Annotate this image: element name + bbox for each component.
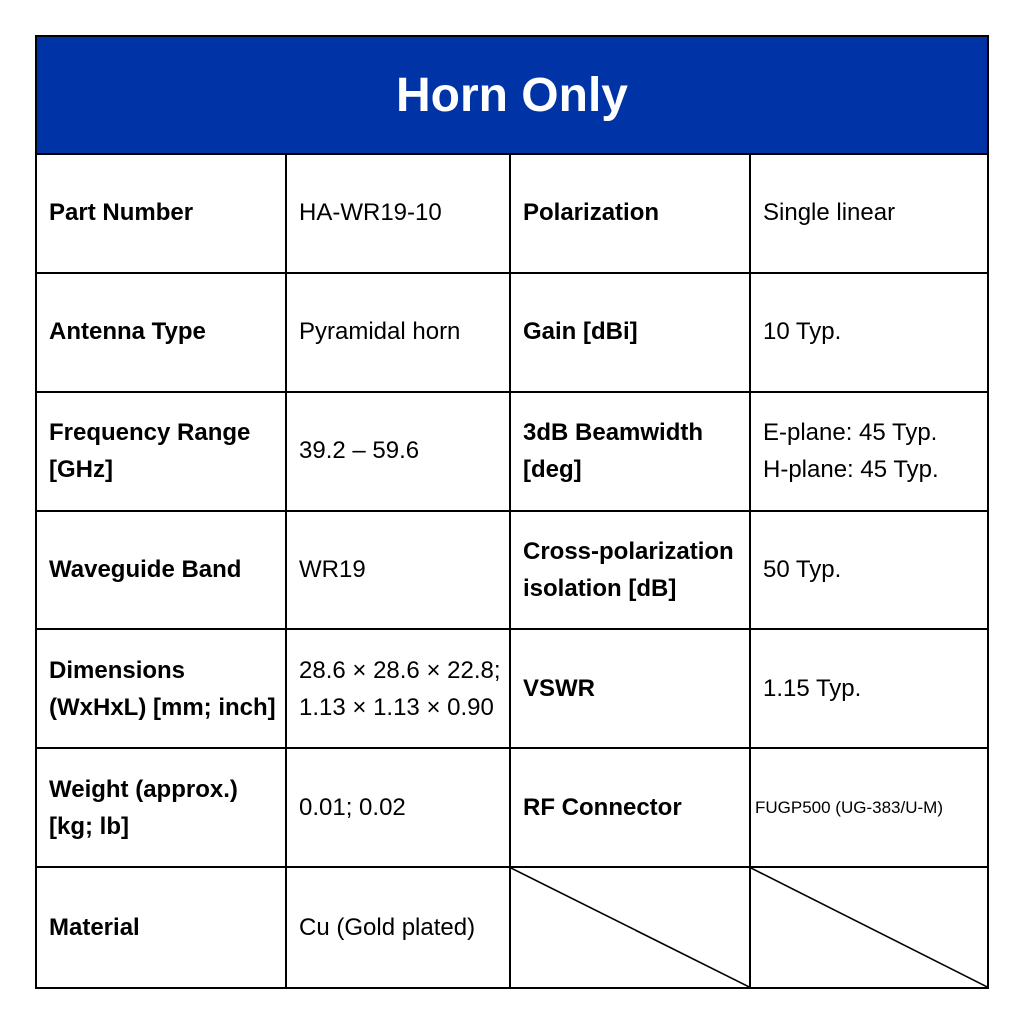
spec-label-text: RF Connector	[523, 793, 682, 821]
empty-cell	[511, 868, 751, 987]
table-title: Horn Only	[395, 68, 628, 122]
spec-value-lines	[763, 414, 939, 488]
spec-label-lines	[49, 771, 238, 845]
spec-label	[37, 512, 287, 631]
spec-label-text: Antenna Type	[49, 318, 206, 346]
spec-value	[751, 155, 987, 274]
spec-label-text: Part Number	[49, 199, 194, 227]
spec-value	[751, 393, 987, 512]
spec-value-text: 1.13 × 1.13 × 0.90	[299, 693, 494, 721]
spec-label	[37, 155, 287, 274]
spec-label	[511, 393, 751, 512]
spec-grid	[37, 155, 987, 987]
spec-value-text: H-plane: 45 Typ.	[763, 456, 939, 484]
spec-value-lines	[755, 795, 943, 821]
spec-label-text: [kg; lb]	[49, 812, 129, 840]
spec-label-lines	[49, 552, 241, 588]
spec-value-text: WR19	[299, 555, 366, 583]
spec-label-lines	[49, 195, 193, 231]
spec-label-text: Dimensions	[49, 656, 186, 684]
spec-value	[287, 512, 511, 631]
spec-value	[751, 512, 987, 631]
diagonal-slash	[751, 868, 987, 987]
spec-label-lines	[523, 195, 659, 231]
spec-label-text: Weight (approx.)	[49, 775, 238, 803]
spec-label	[511, 274, 751, 393]
spec-label-lines	[49, 910, 140, 946]
spec-value-lines	[299, 652, 501, 726]
spec-value	[287, 155, 511, 274]
spec-value-text: Pyramidal horn	[299, 318, 461, 346]
spec-value	[751, 630, 987, 749]
spec-table	[35, 35, 989, 989]
spec-label	[511, 512, 751, 631]
spec-label	[37, 749, 287, 868]
spec-label-lines	[49, 314, 206, 350]
spec-value-text: 10 Typ.	[763, 318, 842, 346]
spec-value-text: Single linear	[763, 199, 896, 227]
spec-label	[511, 630, 751, 749]
spec-value-lines	[299, 910, 475, 946]
spec-value-lines	[763, 552, 841, 588]
spec-label	[37, 630, 287, 749]
spec-label-lines	[523, 414, 703, 488]
spec-label-lines	[523, 671, 595, 707]
spec-label-text: isolation [dB]	[523, 574, 677, 602]
spec-value-text: FUGP500 (UG-383/U-M)	[755, 797, 943, 817]
spec-label	[511, 155, 751, 274]
title-bar	[37, 37, 987, 155]
spec-value-lines	[763, 314, 841, 350]
spec-label-text: VSWR	[523, 674, 595, 702]
spec-value	[287, 630, 511, 749]
spec-label-text: Polarization	[523, 199, 660, 227]
spec-value	[751, 274, 987, 393]
spec-value-text: 28.6 × 28.6 × 22.8;	[299, 656, 501, 684]
spec-label-text: Frequency Range	[49, 418, 251, 446]
spec-label-text: Material	[49, 913, 140, 941]
spec-value	[287, 274, 511, 393]
spec-label-lines	[49, 414, 250, 488]
spec-value-lines	[299, 790, 406, 826]
spec-value-lines	[763, 195, 895, 231]
spec-value-text: 1.15 Typ.	[763, 674, 862, 702]
spec-value-lines	[763, 671, 861, 707]
spec-label-lines	[49, 652, 276, 726]
spec-value-text: HA-WR19-10	[299, 199, 442, 227]
spec-label	[37, 274, 287, 393]
spec-value-lines	[299, 433, 419, 469]
spec-label	[37, 868, 287, 987]
spec-value-text: 0.01; 0.02	[299, 793, 406, 821]
spec-label-text: 3dB Beamwidth	[523, 418, 704, 446]
spec-label-text: Waveguide Band	[49, 555, 242, 583]
spec-value-lines	[299, 314, 460, 350]
spec-value	[751, 749, 987, 868]
diagonal-slash	[511, 868, 749, 987]
empty-cell	[751, 868, 987, 987]
spec-value	[287, 393, 511, 512]
spec-label-text: Cross-polarization	[523, 537, 734, 565]
spec-value-lines	[299, 552, 366, 588]
spec-value	[287, 749, 511, 868]
spec-value-text: 50 Typ.	[763, 555, 842, 583]
spec-value-text: 39.2 – 59.6	[299, 437, 420, 465]
spec-label-lines	[523, 533, 734, 607]
spec-value-text: E-plane: 45 Typ.	[763, 418, 938, 446]
spec-value-text: Cu (Gold plated)	[299, 913, 476, 941]
spec-value-lines	[299, 195, 442, 231]
spec-label-lines	[523, 314, 638, 350]
spec-value	[287, 868, 511, 987]
spec-label-lines	[523, 790, 682, 826]
spec-label-text: Gain [dBi]	[523, 318, 638, 346]
spec-label	[37, 393, 287, 512]
spec-label-text: [deg]	[523, 456, 582, 484]
spec-label-text: (WxHxL) [mm; inch]	[49, 693, 276, 721]
spec-label	[511, 749, 751, 868]
spec-label-text: [GHz]	[49, 456, 113, 484]
